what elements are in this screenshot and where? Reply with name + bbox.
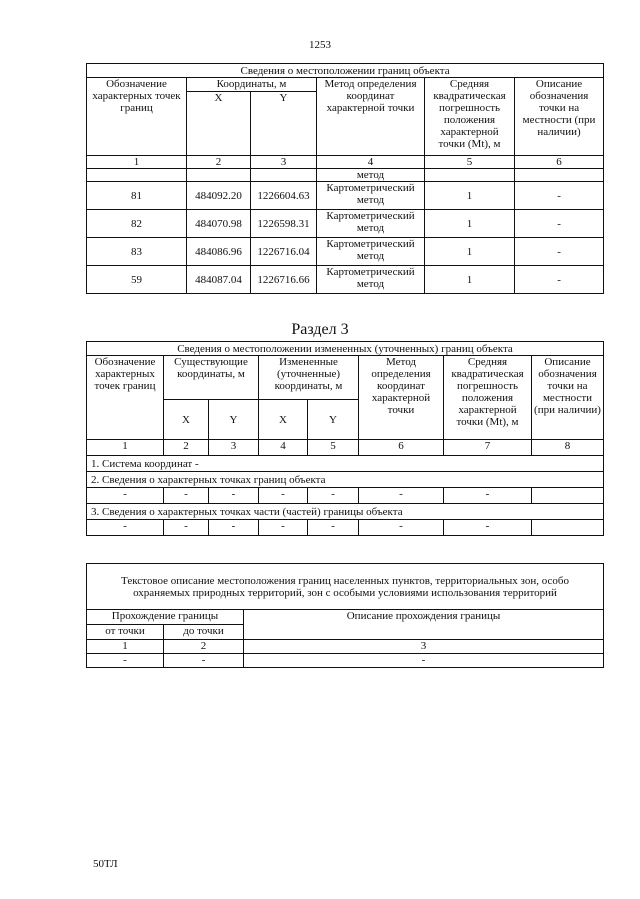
cell-dash: - xyxy=(259,520,308,536)
part-points-row: 3. Сведения о характерных точках части (частей) границы объекта xyxy=(87,504,604,520)
cell-dash: - xyxy=(259,488,308,504)
table1-header-desc: Описание обозначения точки на местности (при наличии) xyxy=(515,78,604,156)
table1-header-y: Y xyxy=(251,92,317,156)
s3-header-changed: Измененные (уточненные) координаты, м xyxy=(259,356,359,400)
text-description-table xyxy=(86,563,604,668)
table1-colnum: 1 xyxy=(87,156,187,169)
s3-header-method: Метод определения координат характерной точки xyxy=(359,356,444,440)
error: 1 xyxy=(425,182,515,210)
points-info-row: 2. Сведения о характерных точках границ объекта xyxy=(87,472,604,488)
table-row xyxy=(87,654,604,668)
table3-colnum: 1 xyxy=(87,640,164,654)
cell-dash: - xyxy=(87,488,164,504)
s3-header-desc: Описание обозначения точки на местности (при наличии) xyxy=(532,356,604,440)
table3-header-passage: Прохождение границы xyxy=(87,610,244,625)
table-row xyxy=(87,520,604,536)
table1-header-method: Метод определения координат характерной точки xyxy=(317,78,425,156)
s3-colnum: 5 xyxy=(308,440,359,456)
coord-y: 1226604.63 xyxy=(251,182,317,210)
method: Картометрический метод xyxy=(317,210,425,238)
table1-title: Сведения о местоположении границ объекта xyxy=(87,64,604,78)
cell-dash: - xyxy=(308,488,359,504)
description: - xyxy=(515,266,604,294)
s3-colnum: 3 xyxy=(209,440,259,456)
coord-y: 1226598.31 xyxy=(251,210,317,238)
cell-dash: - xyxy=(164,520,209,536)
table1-colnum: 2 xyxy=(187,156,251,169)
point-id: 82 xyxy=(87,210,187,238)
page-number: 1253 xyxy=(309,39,331,51)
table3-header-to: до точки xyxy=(164,625,244,640)
cell-dash: - xyxy=(87,520,164,536)
cell-dash: - xyxy=(359,520,444,536)
s3-colnum: 4 xyxy=(259,440,308,456)
table3-header-from: от точки xyxy=(87,625,164,640)
cell-dash: - xyxy=(308,520,359,536)
s3-colnum: 6 xyxy=(359,440,444,456)
table-row xyxy=(87,182,604,210)
table1-colnum: 5 xyxy=(425,156,515,169)
s3-header-error: Средняя квадратическая погрешность положения характерной точки (Mt), м xyxy=(444,356,532,440)
s3-header-y1: Y xyxy=(209,400,259,440)
table1-partial-row: метод xyxy=(317,169,425,182)
table-row xyxy=(87,238,604,266)
section-heading: Раздел 3 xyxy=(291,321,349,338)
coord-y: 1226716.04 xyxy=(251,238,317,266)
error: 1 xyxy=(425,266,515,294)
error: 1 xyxy=(425,210,515,238)
s3-header-x1: X xyxy=(164,400,209,440)
cell-dash: - xyxy=(359,488,444,504)
point-id: 81 xyxy=(87,182,187,210)
s3-colnum: 8 xyxy=(532,440,604,456)
table1-header-point: Обозначение характерных точек границ xyxy=(87,78,187,156)
table1-colnum: 3 xyxy=(251,156,317,169)
section3-title: Сведения о местоположении измененных (уточненных) границ объекта xyxy=(87,342,604,356)
method: Картометрический метод xyxy=(317,182,425,210)
s3-header-y2: Y xyxy=(308,400,359,440)
cell-dash: - xyxy=(87,654,164,668)
table1-header-coords: Координаты, м xyxy=(187,78,317,92)
cell-dash: - xyxy=(444,488,532,504)
cell-dash: - xyxy=(209,488,259,504)
error: 1 xyxy=(425,238,515,266)
changed-boundary-table xyxy=(86,341,604,536)
coord-x: 484087.04 xyxy=(187,266,251,294)
table3-colnum: 2 xyxy=(164,640,244,654)
description: - xyxy=(515,182,604,210)
boundary-location-table xyxy=(86,63,604,294)
table1-colnum: 6 xyxy=(515,156,604,169)
table1-colnum: 4 xyxy=(317,156,425,169)
coord-x: 484070.98 xyxy=(187,210,251,238)
cell-dash: - xyxy=(209,520,259,536)
cell-dash: - xyxy=(444,520,532,536)
table-row xyxy=(87,488,604,504)
coord-x: 484092.20 xyxy=(187,182,251,210)
cell-dash: - xyxy=(164,654,244,668)
method: Картометрический метод xyxy=(317,266,425,294)
coord-x: 484086.96 xyxy=(187,238,251,266)
table-row xyxy=(87,210,604,238)
s3-colnum: 7 xyxy=(444,440,532,456)
cell-dash: - xyxy=(244,654,604,668)
coord-y: 1226716.66 xyxy=(251,266,317,294)
table-row xyxy=(87,266,604,294)
table3-title: Текстовое описание местоположения границ населенных пунктов, территориальных зон, особо охраняемых природных территорий, зон с особыми условиями использования территорий xyxy=(87,564,604,610)
method: Картометрический метод xyxy=(317,238,425,266)
s3-header-point: Обозначение характерных точек границ xyxy=(87,356,164,440)
s3-header-x2: X xyxy=(259,400,308,440)
coord-system-row: 1. Система координат - xyxy=(87,456,604,472)
s3-header-existing: Существующие координаты, м xyxy=(164,356,259,400)
description: - xyxy=(515,210,604,238)
footer-code: 50ТЛ xyxy=(93,858,118,870)
table1-header-error: Средняя квадратическая погрешность положения характерной точки (Mt), м xyxy=(425,78,515,156)
description: - xyxy=(515,238,604,266)
table3-colnum: 3 xyxy=(244,640,604,654)
s3-colnum: 1 xyxy=(87,440,164,456)
cell-dash: - xyxy=(164,488,209,504)
point-id: 59 xyxy=(87,266,187,294)
s3-colnum: 2 xyxy=(164,440,209,456)
point-id: 83 xyxy=(87,238,187,266)
table3-header-desc: Описание прохождения границы xyxy=(244,610,604,640)
table1-header-x: X xyxy=(187,92,251,156)
